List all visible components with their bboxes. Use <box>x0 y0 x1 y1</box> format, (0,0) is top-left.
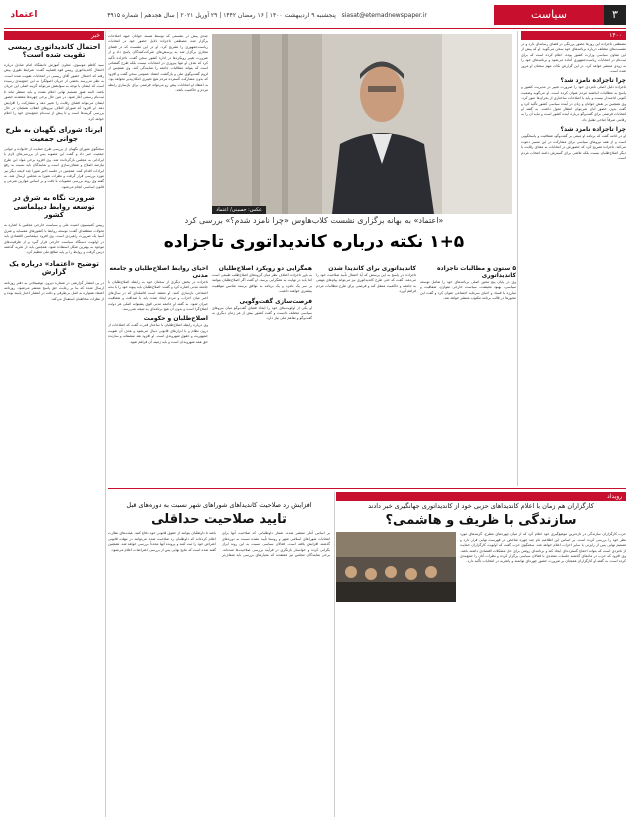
bottom-right-headline: سازندگی با ظریف و هاشمی؟ <box>385 512 577 528</box>
news-body-2: سخنگوی شورای نگهبان از بررسی طرح حمایت از خانواده و جوانی جمعیت خبر داد و گفت این مصوبه پس از بررسی‌های لازم با ایراداتی به مجلس بازگردانده شد. وی افزود برخی مواد این طرح نیازمند اصلاح و شفاف‌سازی است و نمایندگان باید نسبت به رفع ایرادات اقدام کنند. همچنین در جلسه اخیر شورا چند لایحه دیگر نیز مورد بررسی قرار گرفت و نظرات شورا به مجلس ارسال شد. به گفته وی روند بررسی مصوبات با دقت و بر اساس موازین شرعی و قانون اساسی انجام می‌شود. <box>4 147 104 189</box>
issue-date: پنجشنبه ۹ اردیبهشت ۱۴۰۰ | ۱۶ رمضان ۱۴۴۲ | ۲۹ آوریل ۲۰۲۱ | سال هجدهم | شماره ۴۹۱۵ <box>107 11 336 19</box>
news-label: خبر <box>4 31 104 40</box>
body-col-1: احیای روابط اصلاح‌طلبان و جامعه مدنی تاجزاده در بخش دیگری از سخنان خود به رابطه اصلاح‌طلبان با جامعه مدنی اشاره کرد و گفت: اصلاح‌طلبان باید پیوند خود را با بدنه اجتماعی بازسازی کنند. او معتقد است فاصله‌ای که در سال‌های اخیر میان احزاب و مردم ایجاد شده باید با صداقت و شفافیت جبران شود. به گفته او جامعه مدنی قوی پشتوانه اصلی هر دولت اصلاح‌گرا است و بدون آن هیچ برنامه‌ای به نتیجه نمی‌رسد. اصلاح‌طلبان و حکومت وی درباره رابطه اصلاح‌طلبان با ساختار قدرت گفت که اصلاحات از درون نظام و با ابزارهای قانونی دنبال می‌شود و هدف آن تقویت جمهوریت و حقوق شهروندی است. او افزود نقد منصفانه و سازنده حق همه شهروندان است و باید زمینه آن فراهم شود. <box>108 265 208 344</box>
news-body-4: در پی انتشار گزارشی در شماره دیروز، توضیحاتی به دفتر روزنامه ارسال شده که بنا بر رعایت حق پاسخ منتشر می‌شود. روزنامه اعتماد همواره به اصل بی‌طرفی و دقت در انتشار اخبار پایبند بوده و از نظرات مخاطبان استقبال می‌کند. <box>4 280 104 301</box>
column-label: ۱۴۰۰ <box>521 31 626 40</box>
news-headline-4: توضیح «اعتماد» درباره یک گزارش <box>9 259 99 277</box>
bottom-left-story <box>108 492 330 817</box>
news-body-1: سید کاظم موسوی، معاون آموزش دانشگاه امام صادق درباره احتمال کاندیداتوری رییس قوه قضاییه گفت: شرایط طوری پیش رفته که احتمال حضور آقای رییسی در انتخابات تقویت شده است. به نظر می‌رسد بخشی از جریان اصولگرا به این جمع‌بندی رسیده است که ایشان با توجه به سوابقش می‌تواند گزینه اصلی این جریان باشد. البته هنوز تصمیم نهایی اعلام نشده و باید منتظر ماند تا ثبت‌نام رسمی آغاز شود. در عین حال برخی چهره‌ها معتقدند حضور ایشان می‌تواند فضای رقابت را تغییر دهد و مشارکت را افزایش دهد. او افزود که شورای ائتلاف نیروهای انقلاب همچنان در حال بررسی گزینه‌ها است و تا پیش از ثبت‌نام جمع‌بندی خود را اعلام خواهد کرد. <box>4 62 104 121</box>
right-subhead-2: چرا تاجزاده نامزد شد؟ <box>560 126 626 134</box>
subhead-1: احیای روابط اصلاح‌طلبان و جامعه مدنی <box>109 265 208 279</box>
left-news-column <box>4 31 104 817</box>
bottom-right-body: حزب کارگزاران سازندگی در تازه‌ترین موضع‌گیری خود اعلام کرد که از میان چهره‌های مطرح، گزینه‌های مورد نظر خود را بررسی کرده است. بر اساس این اطلاعیه نام چند چهره شاخص در فهرست نهایی قرار دارد و تصمیم نهایی پس از رایزنی با سایر احزاب اعلام خواهد شد. سخنگوی حزب گفت که اولویت کارگزاران حمایت از نامزدی است که بتواند اجماع گسترده‌ای ایجاد کند و برنامه‌ای روشن برای حل مشکلات اقتصادی داشته باشد. وی افزود که حزب در ماه‌های گذشته جلسات متعددی با فعالان سیاسی برگزار کرده و نظرات آنان را جمع‌بندی کرده است. به گفته او کارگزاران همچنان بر ضرورت حضور چهره‌ای توانمند و باتجربه در انتخابات تأکید دارد. <box>460 532 626 564</box>
body-col-4: ۵ ستون و مطالبات تاجزاده کاندیداتوری وی در پایان پنج محور اصلی برنامه‌های خود را شامل توسعه سیاسی، بهبود معیشت، سیاست خارجی متوازن، شفافیت و مبارزه با فساد و احیای سرمایه اجتماعی عنوان کرد و گفت این محورها در قالب برنامه مکتوب منتشر خواهد شد. <box>420 265 516 301</box>
lead-text: چندی پیش در نشستی که توسط هسته جوانان جبهه اصلاحات برگزار شد، مصطفی تاجزاده دلایل حضور خود در انتخابات ریاست‌جمهوری را تشریح کرد. او در این نشست که در فضای مجازی برگزار شد به پرسش‌های شرکت‌کنندگان پاسخ داد و از ضرورت تغییر رویکردها در اداره کشور سخن گفت. تاجزاده تأکید کرد که هدف او تنها پیروزی در انتخابات نیست بلکه طرح گفتمانی است که بتواند مطالبات جامعه را نمایندگی کند. وی همچنین از لزوم گفت‌وگوی ملی و بازگشت اعتماد عمومی سخن گفت و افزود که بدون مشارکت گسترده مردم هیچ تغییری امکان‌پذیر نخواهد بود. به اعتقاد او انتخابات پیش رو می‌تواند فرصتی برای بازسازی رابطه مردم و حاکمیت باشد. <box>108 34 208 93</box>
main-headline: ۱+۵ نکته درباره کاندیداتوری تاجزاده <box>163 232 465 252</box>
bottom-left-kicker: افزایش رد صلاحیت کاندیداهای شوراهای شهر نسبت به دوره‌های قبل <box>126 501 312 509</box>
photo-caption: عکس: حسینی/ اعتماد <box>212 206 266 214</box>
news-body-3: رییس کمیسیون امنیت ملی و سیاست خارجی مجلس با اشاره به تحولات منطقه‌ای گفت: توسعه روابط با کشورهای همسایه و شرق آسیا یک ضرورت راهبردی است. وی افزود دیپلماسی اقتصادی باید در اولویت دستگاه سیاست خارجی قرار گیرد و از ظرفیت‌های موجود به بهترین شکل استفاده شود. همچنین باید از تجربه گذشته درس گرفت و روابط را بر پایه منافع ملی تنظیم کرد. <box>4 223 104 255</box>
body-col-2: همگرایی دو رویکرد اصلاح‌طلبان به باور تاجزاده اختلاف نظر میان گروه‌های اصلاح‌طلب طبیعی است اما باید در نهایت به همگرایی برسد. او گفت اگر اصلاح‌طلبان بتوانند بر سر یک نامزد و یک برنامه به توافق برسند شانس موفقیت بیشتری خواهند داشت. فرصت‌سازی گفت‌وگویی او یکی از اولویت‌های خود را ایجاد فضای گفت‌وگو میان نیروهای سیاسی مختلف دانست و گفت کشور بیش از هر زمان دیگری به گفت‌وگو و تفاهم ملی نیاز دارد. <box>212 265 312 321</box>
body-col-3: کاندیداتوری برای کاندیدا شدن تاجزاده در پاسخ به این پرسش که آیا احتمال تأیید صلاحیت خود را می‌دهد، گفت که حتی طرح کاندیداتوری نیز می‌تواند پیام‌های مهمی به جامعه و حاکمیت منتقل کند و فرصتی برای طرح مطالبات مردم فراهم آورد. <box>316 265 416 294</box>
subhead-5: کاندیداتوری برای کاندیدا شدن <box>328 265 416 272</box>
right-column <box>521 31 626 486</box>
right-body-2: او در ادامه گفت که برنامه او مبتنی بر گفت‌وگو، شفافیت و پاسخگویی است و از همه نیروهای سیاسی برای مشارکت در این مسیر دعوت می‌کند. تاجزاده تصریح کرد که حضورش در انتخابات به معنای رقابت با دیگر اصلاح‌طلبان نیست بلکه تلاشی برای گسترش دامنه انتخاب مردم است. <box>521 134 626 160</box>
news-headline-1: احتمال کاندیداتوری رییسی تقویت شده است؟ <box>7 43 101 60</box>
right-intro: مصطفی تاجزاده این روزها حضور پررنگی در فضای رسانه‌ای دارد و در نشست‌های مختلف درباره برنامه‌های خود سخن می‌گوید. او که پیش از این معاون سیاسی وزارت کشور بوده، اعلام کرده است که برای ثبت‌نام در انتخابات ریاست‌جمهوری آماده می‌شود و برنامه‌های خود را به زودی منتشر خواهد کرد. در این گزارش نکات مهم سخنان او مرور شده است. <box>521 42 626 74</box>
lead-column <box>108 34 208 214</box>
news-headline-3: ضرورت نگاه به شرق در توسعه روابط دیپلماسی کشور <box>13 194 95 220</box>
meeting-photo <box>336 532 456 602</box>
bottom-right-story <box>336 492 626 817</box>
column-divider-left <box>105 31 106 817</box>
website[interactable]: siasat@etemadnewspaper.ir <box>341 11 427 19</box>
page-number: ۳ <box>604 5 626 25</box>
top-rule <box>4 28 626 29</box>
right-body-1: تاجزاده دلیل اصلی نامزدی خود را ضرورت تغییر در مدیریت کشور و پاسخ به مطالبات انباشته مردم عنوان کرده است. او می‌گوید وضعیت کنونی ادامه‌دار نیست و باید با اصلاحات ساختاری از بحران‌ها عبور کرد. وی همچنین بر نقش جوانان و زنان در آینده سیاسی کشور تأکید کرد و گفت بدون حضور آنان نمی‌توان انتظار تحول داشت. به گفته او انتخابات فرصتی برای گفت‌وگو درباره آینده کشور است و نباید آن را به رقابتی صرفاً جناحی تقلیل داد. <box>521 85 626 122</box>
news-headline-2: ایرنا: شورای نگهبان به طرح جوانی جمعیت <box>5 126 103 143</box>
mid-rule <box>108 488 626 489</box>
bottom-left-body: بر اساس آمار منتشر شده، شمار داوطلبانی که صلاحیت آنها برای انتخابات شوراهای اسلامی شهر و روستا تأیید نشده نسبت به دوره‌های گذشته افزایش یافته است. فعالان سیاسی نسبت به این روند ابراز نگرانی کرده و خواستار بازنگری در فرآیند بررسی صلاحیت‌ها شده‌اند. برخی نمایندگان مجلس نیز معتقدند که معیارهای بررسی باید شفاف‌تر باشد تا داوطلبان بتوانند از حقوق قانونی خود دفاع کنند. هیئت‌های نظارت اعلام کرده‌اند که داوطلبان رد صلاحیت شده می‌توانند در مهلت قانونی اعتراض خود را ثبت کنند و پرونده آنها مجدداً بررسی خواهد شد. همچنین گفته شده است که نتایج نهایی پس از بررسی اعتراضات اعلام می‌شود. <box>108 531 330 558</box>
column-divider-bottom <box>334 492 335 817</box>
subhead-2: اصلاح‌طلبان و حکومت <box>143 315 208 323</box>
column-divider-right <box>517 31 518 486</box>
subhead-6: ۵ ستون و مطالبات تاجزاده کاندیداتوری <box>436 265 516 279</box>
subhead-4: فرصت‌سازی گفت‌وگویی <box>239 297 312 305</box>
masthead <box>4 4 626 26</box>
right-subhead-1: چرا تاجزاده نامزد شد؟ <box>560 77 626 85</box>
bottom-right-kicker: کارگزاران هم زمان با اعلام کاندیداهای حزبی خود از کاندیداتوری جهانگیری خبر دادند <box>368 502 594 510</box>
main-kicker: «اعتماد» به بهانه برگزاری نشست کلاب‌هاوس «چرا نامزد شدم؟» بررسی کرد <box>184 216 444 225</box>
newspaper-logo: اعتماد <box>10 10 38 20</box>
portrait-illustration <box>212 34 512 214</box>
issue-info <box>44 12 490 19</box>
report-label: رویداد <box>336 492 626 501</box>
tajzadeh-photo <box>212 34 512 214</box>
bottom-left-headline: تایید صلاحیت حداقلی <box>151 511 287 527</box>
section-title: سیاست <box>494 5 604 25</box>
subhead-3: همگرایی دو رویکرد اصلاح‌طلبان <box>218 265 312 272</box>
